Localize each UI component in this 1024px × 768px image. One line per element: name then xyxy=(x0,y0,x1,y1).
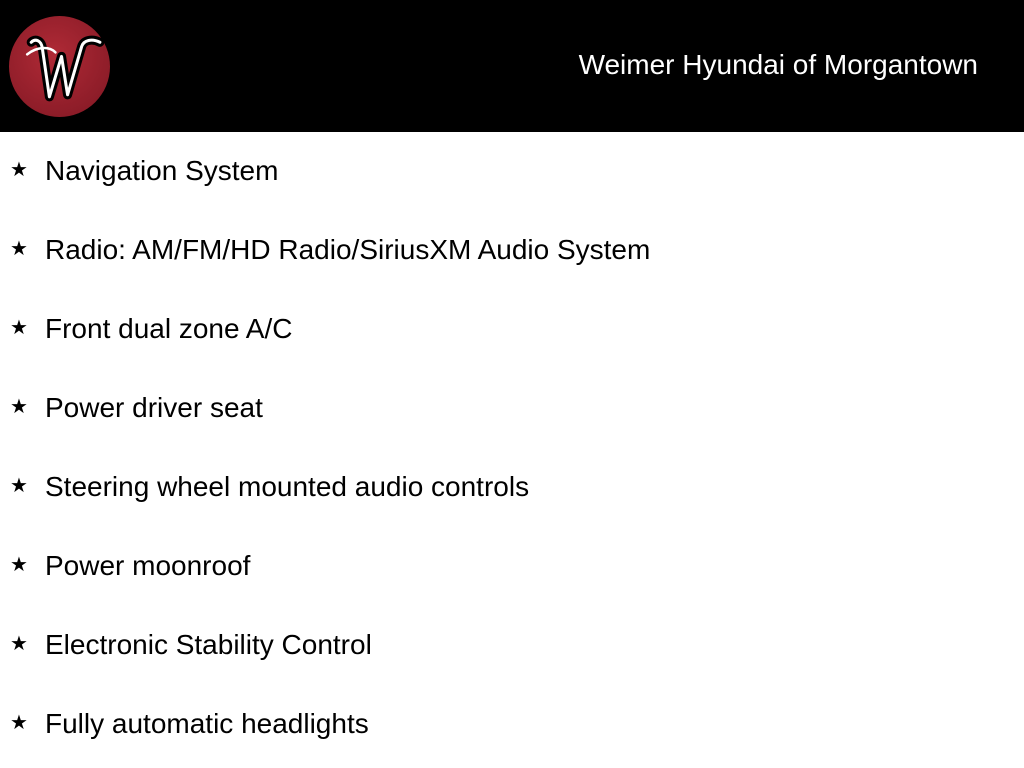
star-icon: ★ xyxy=(10,631,28,655)
list-item xyxy=(0,132,1024,211)
feature-label: Power driver seat xyxy=(45,392,263,423)
star-icon: ★ xyxy=(10,157,28,181)
star-icon: ★ xyxy=(10,315,28,339)
list-item xyxy=(0,369,1024,448)
list-item xyxy=(0,606,1024,685)
weimer-logo-icon xyxy=(9,16,110,117)
feature-list xyxy=(0,132,1024,764)
feature-label: Navigation System xyxy=(45,155,279,186)
feature-label: Radio: AM/FM/HD Radio/SiriusXM Audio System xyxy=(45,234,651,265)
list-item xyxy=(0,290,1024,369)
feature-label: Front dual zone A/C xyxy=(45,313,293,344)
feature-label: Steering wheel mounted audio controls xyxy=(45,471,530,502)
feature-label: Electronic Stability Control xyxy=(45,629,372,660)
dealer-name: Weimer Hyundai of Morgantown xyxy=(578,49,978,80)
feature-label: Fully automatic headlights xyxy=(45,708,369,739)
list-item xyxy=(0,448,1024,527)
star-icon: ★ xyxy=(10,236,28,260)
star-icon: ★ xyxy=(10,473,28,497)
list-item xyxy=(0,685,1024,764)
feature-label: Power moonroof xyxy=(45,550,251,581)
page-header xyxy=(0,0,1024,132)
star-icon: ★ xyxy=(10,710,28,734)
star-icon: ★ xyxy=(10,394,28,418)
list-item xyxy=(0,211,1024,290)
list-item xyxy=(0,527,1024,606)
star-icon: ★ xyxy=(10,552,28,576)
